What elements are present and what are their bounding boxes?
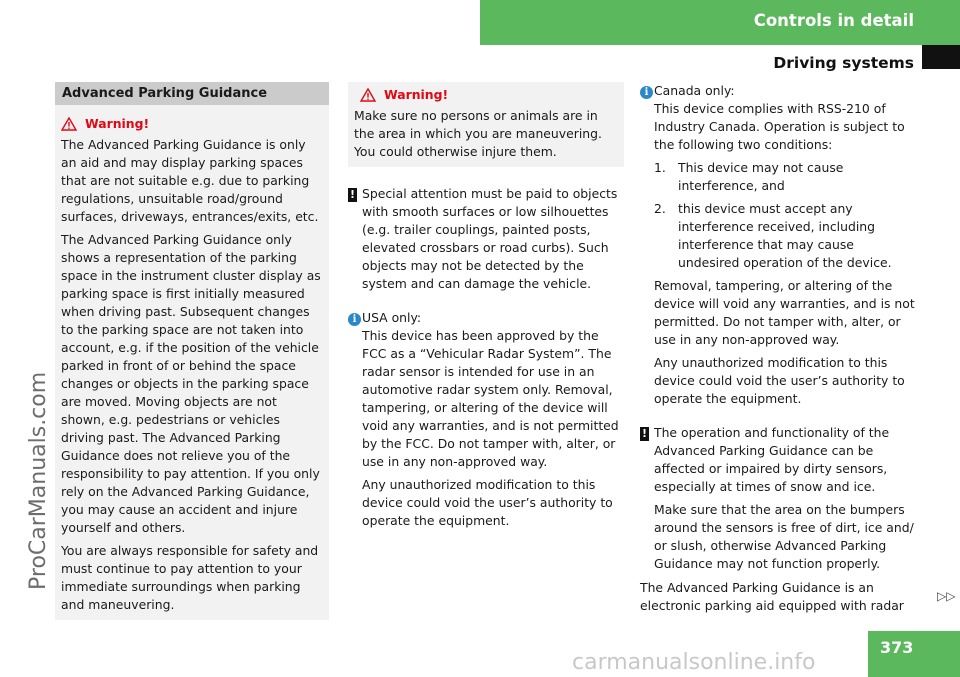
info-icon: i [640,82,653,100]
info-text: This device complies with RSS-210 of Industry Canada. Operation is subject to the following two conditions: [654,101,905,152]
info-text: Any unauthorized modification to this device could void the user’s authority to operate the equipment. [654,355,905,406]
warning-paragraph: The Advanced Parking Guidance is only an aid and may display parking spaces that are not suitable e.g. due to parking regulations, unsuitable road/ground surfaces, driveways, entrances/exits, etc. [61,137,319,224]
caution-note [348,185,624,293]
exclamation-icon: ! [641,427,648,440]
page-number: 373 [868,631,960,677]
conditions-list [654,159,916,272]
bottom-watermark: carmanualsonline.info [572,650,816,675]
warning-paragraph: You are always responsible for safety and must continue to pay attention to your immediate surroundings when parking and maneuvering. [61,543,319,612]
info-text: This device has been approved by the FCC as a “Vehicular Radar System”. The radar sensor is intended for use in an automotive radar system only. Removal, tampering, or altering of the device will void any warranties, and is not permitted by the FCC. Do not tamper with, alter, or use in any non-approved way. [362,328,619,469]
caution-text: Make sure that the area on the bumpers around the sensors is free of dirt, ice and/ or slush, otherwise Advanced Parking Guidance may not function properly. [654,502,914,571]
list-item: 2. this device must accept any interference received, including interference that may cause undesired operation of the device. [654,201,892,270]
section-title: Controls in detail [753,11,914,30]
column-3 [640,82,916,620]
header-bar [480,0,960,45]
exclamation-icon: ! [349,188,356,201]
info-text: Removal, tampering, or altering of the device will void any warranties, and is not permitted. Do not tamper with, alter, or use in any non-approved way. [654,278,915,347]
chapter-tab [922,45,960,69]
list-item: 1. This device may not cause interference, and [654,160,844,193]
caution-text: Special attention must be paid to objects with smooth surfaces or low silhouettes (e.g. trailer couplings, painted posts, elevated crossbars or road curbs). Such objects may not be detected by the system and can damage the vehicle. [362,186,618,291]
page-subtitle: Driving systems [773,54,914,72]
section-heading: Advanced Parking Guidance [55,82,329,105]
info-note [640,82,916,408]
warning-title: Warning! [384,87,449,102]
warning-triangle-icon [61,117,77,131]
column-2 [348,82,624,536]
side-watermark: ProCarManuals.com [26,371,51,590]
caution-text: The operation and functionality of the Advanced Parking Guidance can be affected or impaired by dirty sensors, especially at times of snow and ice. [654,425,890,494]
warning-title-row [354,86,618,104]
warning-title: Warning! [85,116,150,131]
info-title: USA only: [362,310,422,325]
warning-text: Make sure no persons or animals are in the area in which you are maneuvering. You could otherwise injure them. [354,108,602,159]
caution-note [640,424,916,573]
info-note [348,309,624,530]
info-title: Canada only: [654,83,735,98]
warning-box [55,105,329,620]
info-text: Any unauthorized modification to this device could void the user’s authority to operate the equipment. [362,477,613,528]
body-text: The Advanced Parking Guidance is an electronic parking aid equipped with radar [640,580,904,613]
warning-paragraph: The Advanced Parking Guidance only shows a representation of the parking space in the instrument cluster display as parking space is first initially measured when driving past. Subsequent changes to the parking space are not taken into account, e.g. if the position of the vehicle parked in front of or behind the space changes or objects in the parking space are moved. Moving objects are not shown, e.g. pedestrians or vehicles driving past. The Advanced Parking Guidance does not relieve you of the responsibility to pay attention. If you only rely on the Advanced Parking Guidance, you may cause an accident and injure yourself and others. [61,232,321,535]
column-1 [55,82,329,620]
warning-box [348,82,624,167]
continue-marker: ▷▷ [937,589,956,603]
warning-title-row [61,115,323,133]
info-icon: i [348,309,361,327]
warning-triangle-icon [360,88,376,102]
